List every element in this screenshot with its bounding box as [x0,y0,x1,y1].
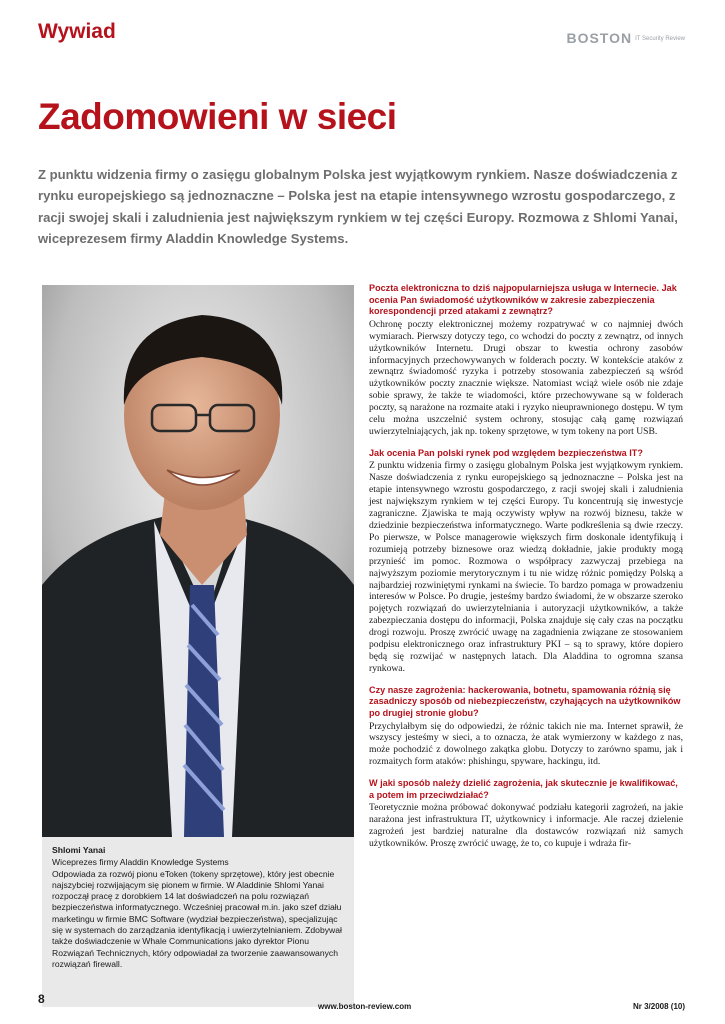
portrait-photo [42,285,354,837]
caption-bio: Odpowiada za rozwój pionu eToken (tokeny sprzętowe), który jest obecnie najszybciej rozwijającym się pionem w firmie. W Aladdinie Shlomi Yanai rozpoczął pracę z dorobkiem 14 lat doświadczeń na polu rozwiązań bezpieczeństwa informatycznego. Wcześniej pracował m.in. jako szef działu marketingu w firmie BMC Software (wydział bezpieczeństwa), specjalizując się w systemach do zarządzania identyfikacją i uwierzytelnianiem. Zdobywał także doświadczenie w Whale Communications jako dyrektor Pionu Rozwiązań Technicznych, który odpowiadał za tworzenie zaawansowanych rozwiązań firewall. [52,868,342,969]
interview-column [369,283,683,860]
question-4: W jaki sposób należy dzielić zagrożenia, jak skutecznie je kwalifikować, a potem im przeciwdziałać? [369,778,678,800]
brand-name: BOSTON [566,30,633,46]
section-label: Wywiad [38,20,116,43]
photo-caption-box [42,285,354,1007]
question-2: Jak ocenia Pan polski rynek pod względem bezpieczeństwa IT? [369,447,643,458]
photo-caption [52,845,346,970]
answer-3: Przychylałbym się do odpowiedzi, że różnic takich nie ma. Internet sprawił, że wszyscy jesteśmy w sieci, a to oznacza, że atak wymierzony w każdego z nas, może pochodzić z dowolnego zakątka globu. Dotyczy to zarówno spamu, jak i rozmaitych form ataków: phishingu, spyware, hackingu, itd. [369,720,683,768]
issue-number: Nr 3/2008 (10) [632,1002,685,1011]
caption-role: Wiceprezes firmy Aladdin Knowledge Systems [52,857,229,868]
question-1: Poczta elektroniczna to dziś najpopularniejsza usługa w Internecie. Jak ocenia Pan świadomość użytkowników w zakresie zabezpieczenia korespondencji przed atakami z zewnątrz? [369,283,677,317]
caption-name: Shlomi Yanai [52,845,106,855]
question-3: Czy nasze zagrożenia: hackerowania, botnetu, spamowania różnią się zasadniczy sposób od niebezpieczeństw, czyhających na użytkowników po drugiej stronie globu? [369,684,681,718]
brand-subtitle: IT Security Review [635,36,685,42]
page-number: 8 [38,992,45,1006]
answer-2: Z punktu widzenia firmy o zasięgu globalnym Polska jest wyjątkowym rynkiem. Nasze doświadczenia z rynku europejskiego są jednoznaczne – Polska jest na etapie intensywnego wzrostu gospodarczego, z racji swojej skali i zaludnienia jest największym rynkiem w tej części Europy. Tu koncentrują się inwestycje zagraniczne. Zjawiska te mają oczywisty wpływ na rozwój biznesu, także w dziedzinie bezpieczeństwa informatycznego. Warte podkreślenia są dwie rzeczy. Po pierwsze, w Polsce managerowie większych firm doskonale identyfikują i rozumieją potrzeby biznesowe oraz wiedzą dokładnie, jakie produkty mogą przynieść im pomoc. Rozmowa o współpracy zazwyczaj przebiega na najwyższym poziomie merytorycznym i tu nie widzę różnic pomiędzy Polską a najbardziej rozwiniętymi rynkami na świecie. To bardzo pomaga w prowadzeniu interesów w Polsce. Po drugie, jesteśmy bardzo świadomi, że w obszarze szeroko pojętych rozwiązań do uwierzytelniania i autoryzacji użytkowników, a także zabezpieczania dostępu do informacji, Polska znajduje się cały czas na początku drogi rozwoju. Proszę zwrócić uwagę na zagadnienia związane ze stosowaniem podpisu elektronicznego oraz infrastruktury PKI – są to sprawy, które dopiero będą się rozwijać w następnych latach. Dla Aladdina to ogromna szansa rynkowa. [369,460,683,674]
article-lead: Z punktu widzenia firmy o zasięgu globalnym Polska jest wyjątkowym rynkiem. Nasze doświadczenia z rynku europejskiego są jednoznaczne – Polska jest na etapie intensywnego wzrostu gospodarczego, z racji swojej skali i zaludnienia jest największym rynkiem w tej części Europy. Rozmowa z Shlomi Yanai, wiceprezesem firmy Aladdin Knowledge Systems. [38,167,678,247]
article-title: Zadomowieni w sieci [38,96,397,137]
magazine-logo [566,30,685,48]
footer-url: www.boston-review.com [318,1002,412,1011]
answer-1: Ochronę poczty elektronicznej możemy rozpatrywać w co najmniej dwóch wymiarach. Pierwszy dotyczy tego, co wchodzi do poczty z zewnątrz, od innych użytkowników Internetu. Drugi obszar to kwestia ochrony zasobów informacyjnych przechowywanych w folderach poczty. W kontekście ataków z zewnątrz świadomość ryzyka i potrzeby stosowania zabezpieczeń są wśród użytkowników poczty znacznie większe. Natomiast wciąż wiele osób nie zdaje sobie sprawy, że także te wiadomości, które przechowywane są w folderach poczty, są narażone na rozmaite ataki i ryzyko nieuprawnionego dostępu. W tym celu można uszczelnić system ochrony, stosując całą gamę rozwiązań uwierzytelniających, jak np. tokeny sprzętowe, w tym tokeny na port USB. [369,318,683,437]
answer-4: Teoretycznie można próbować dokonywać podziału kategorii zagrożeń, na jakie narażona jest infrastruktura IT, użytkownicy i informacje. Ale raczej dzielenie zagrożeń jest bardziej naturalne dla dostawców rozwiązań niż samych użytkowników. Proszę zwrócić uwagę, że to, co kupuje i wdraża fir- [369,802,683,850]
